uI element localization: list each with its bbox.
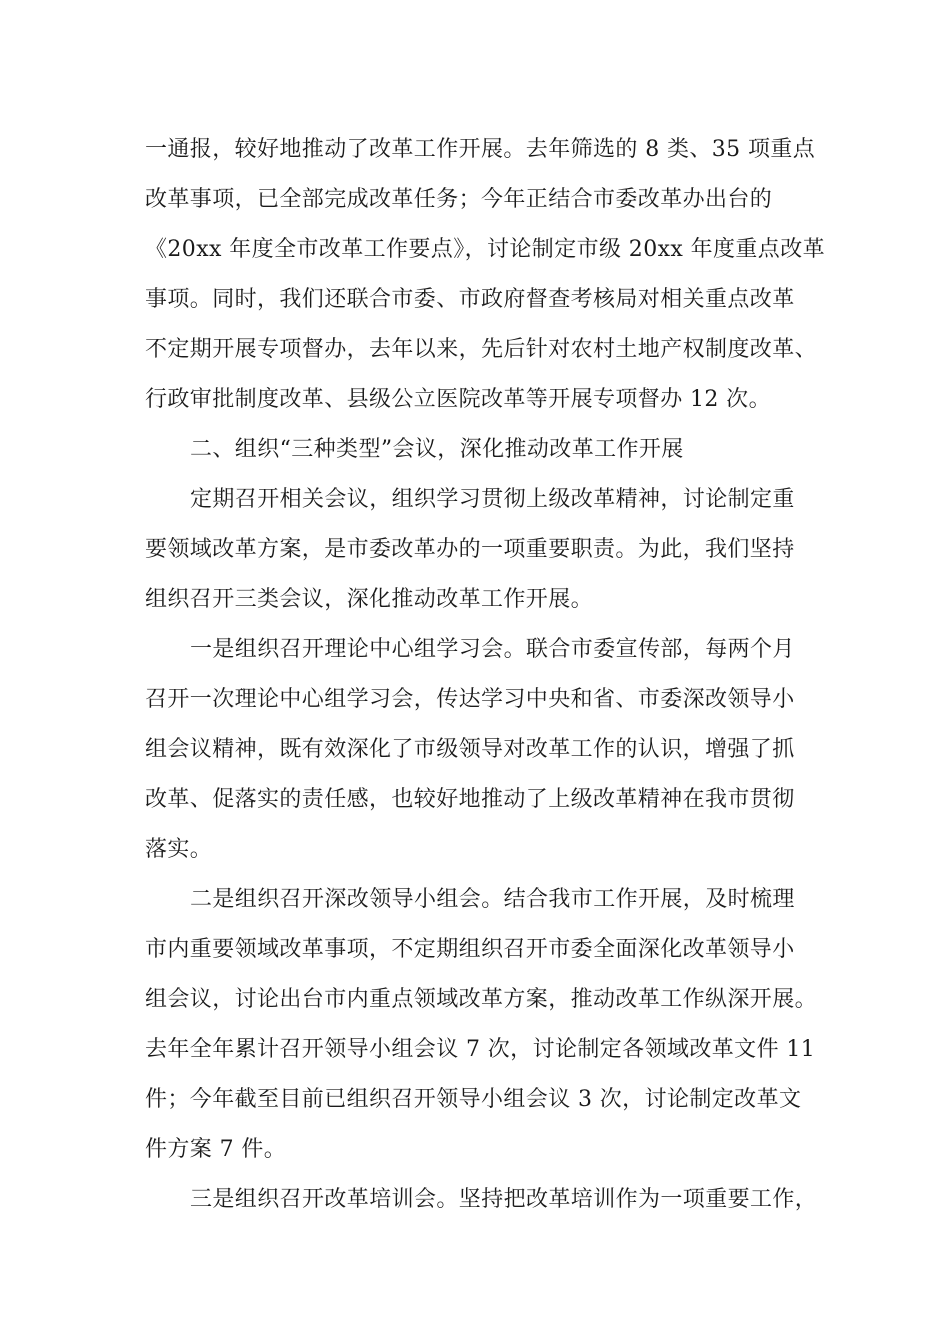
body-text-line: 召开一次理论中心组学习会，传达学习中央和省、市委深改领导小: [145, 687, 795, 712]
body-text-line: 去年全年累计召开领导小组会议 7 次，讨论制定各领域改革文件 11: [145, 1037, 816, 1062]
body-text-line: 不定期开展专项督办，去年以来，先后针对农村土地产权制度改革、: [145, 337, 818, 362]
body-text-line: 组会议，讨论出台市内重点领域改革方案，推动改革工作纵深开展。: [145, 987, 818, 1012]
body-text-line: 件方案 7 件。: [145, 1137, 287, 1162]
body-text-line: 改革、促落实的责任感，也较好地推动了上级改革精神在我市贯彻: [145, 787, 795, 812]
body-text-line: 事项。同时，我们还联合市委、市政府督查考核局对相关重点改革: [145, 287, 795, 312]
section-heading: 二、组织“三种类型”会议，深化推动改革工作开展: [190, 437, 684, 462]
body-text-line: 《20xx 年度全市改革工作要点》，讨论制定市级 20xx 年度重点改革: [145, 237, 825, 262]
body-text-line: 落实。: [145, 837, 213, 862]
body-text-line: 要领域改革方案，是市委改革办的一项重要职责。为此，我们坚持: [145, 537, 795, 562]
body-text-line: 一是组织召开理论中心组学习会。联合市委宣传部，每两个月: [190, 637, 795, 662]
body-text-line: 三是组织召开改革培训会。坚持把改革培训作为一项重要工作，: [190, 1187, 818, 1212]
body-text-line: 组织召开三类会议，深化推动改革工作开展。: [145, 587, 594, 612]
body-text-line: 行政审批制度改革、县级公立医院改革等开展专项督办 12 次。: [145, 387, 771, 412]
body-text-line: 市内重要领域改革事项，不定期组织召开市委全面深化改革领导小: [145, 937, 795, 962]
body-text-line: 定期召开相关会议，组织学习贯彻上级改革精神，讨论制定重: [190, 487, 795, 512]
body-text-line: 一通报，较好地推动了改革工作开展。去年筛选的 8 类、35 项重点: [145, 137, 816, 162]
body-text-line: 组会议精神，既有效深化了市级领导对改革工作的认识，增强了抓: [145, 737, 795, 762]
body-text-line: 二是组织召开深改领导小组会。结合我市工作开展，及时梳理: [190, 887, 795, 912]
body-text-line: 件；今年截至目前已组织召开领导小组会议 3 次，讨论制定改革文: [145, 1087, 802, 1112]
body-text-line: 改革事项，已全部完成改革任务；今年正结合市委改革办出台的: [145, 187, 773, 212]
